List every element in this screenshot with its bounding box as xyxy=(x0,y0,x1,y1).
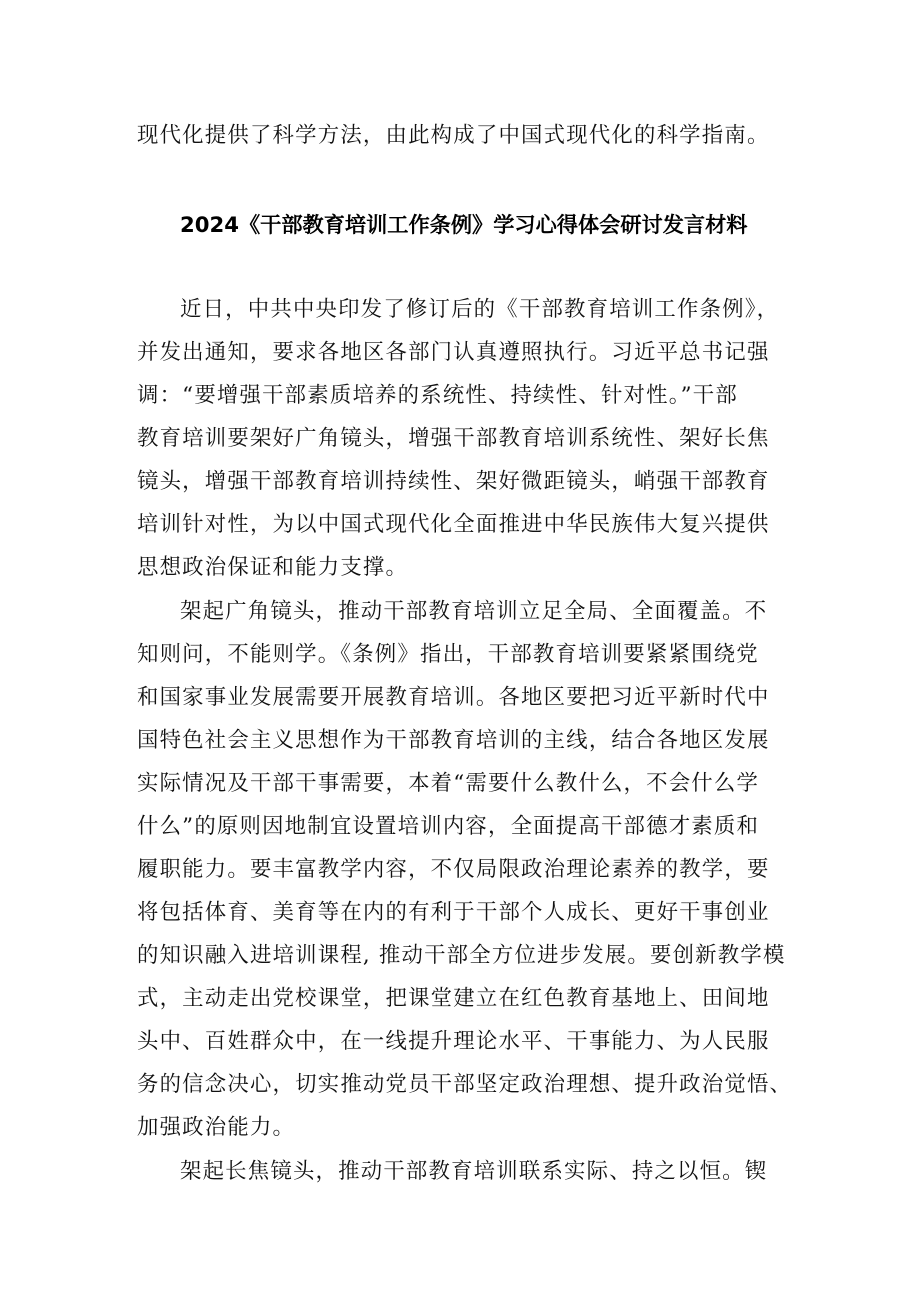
document-title: 2024《干部教育培训工作条例》学习心得体会研讨发言材料 xyxy=(180,212,748,237)
paragraph-line: 镜头，增强干部教育培训持续性、架好微距镜头，峭强干部教育 xyxy=(137,469,770,494)
paragraph-line: 和国家事业发展需要开展教育培训。各地区要把习近平新时代中 xyxy=(137,685,770,710)
paragraph-line: 并发出通知，要求各地区各部门认真遵照执行。习近平总书记强 xyxy=(137,340,770,365)
paragraph-line: 培训针对性，为以中国式现代化全面推进中华民族伟大复兴提供 xyxy=(137,512,770,537)
paragraph-line: 的知识融入进培训课程, 推动干部全方位进步发展。要创新教学模 xyxy=(137,943,786,968)
paragraph-line: 什么”的原则因地制宜设置培训内容，全面提高干部德才素质和 xyxy=(137,814,760,839)
paragraph-line: 国特色社会主义思想作为干部教育培训的主线，结合各地区发展 xyxy=(137,728,770,753)
paragraph-line: 思想政治保证和能力支撑。 xyxy=(137,555,409,580)
paragraph-line: 加强政治能力。 xyxy=(137,1115,296,1140)
paragraph-line: 务的信念决心，切实推动党员干部坚定政治理想、提升政治觉悟、 xyxy=(137,1072,793,1097)
paragraph-line: 头中、百姓群众中，在一线提升理论水平、干事能力、为人民服 xyxy=(137,1029,770,1054)
paragraph-line: 知则问，不能则学。《条例》指出，干部教育培训要紧紧围绕党 xyxy=(137,642,759,667)
paragraph-line: 架起长焦镜头，推动干部教育培训联系实际、持之以恒。锲 xyxy=(180,1159,768,1184)
paragraph-line: 将包括体育、美育等在内的有利于干部个人成长、更好干事创业 xyxy=(137,900,770,925)
paragraph-line: 调：“要增强干部素质培养的系统性、持续性、针对性。”干部 xyxy=(137,383,738,408)
paragraph-line: 近日，中共中央印发了修订后的《干部教育培训工作条例》， xyxy=(180,297,780,322)
paragraph-line: 架起广角镜头，推动干部教育培训立足全局、全面覆盖。不 xyxy=(180,599,768,624)
lead-line: 现代化提供了科学方法，由此构成了中国式现代化的科学指南。 xyxy=(137,123,770,148)
paragraph-line: 式，主动走出党校课堂，把课堂建立在红色教育基地上、田间地 xyxy=(137,986,770,1011)
paragraph-line: 履职能力。要丰富教学内容，不仅局限政治理论素养的教学，要 xyxy=(137,857,770,882)
paragraph-line: 教育培训要架好广角镜头，增强干部教育培训系统性、架好长焦 xyxy=(137,426,770,451)
paragraph-line: 实际情况及干部干事需要，本着“需要什么教什么，不会什么学 xyxy=(137,771,760,796)
